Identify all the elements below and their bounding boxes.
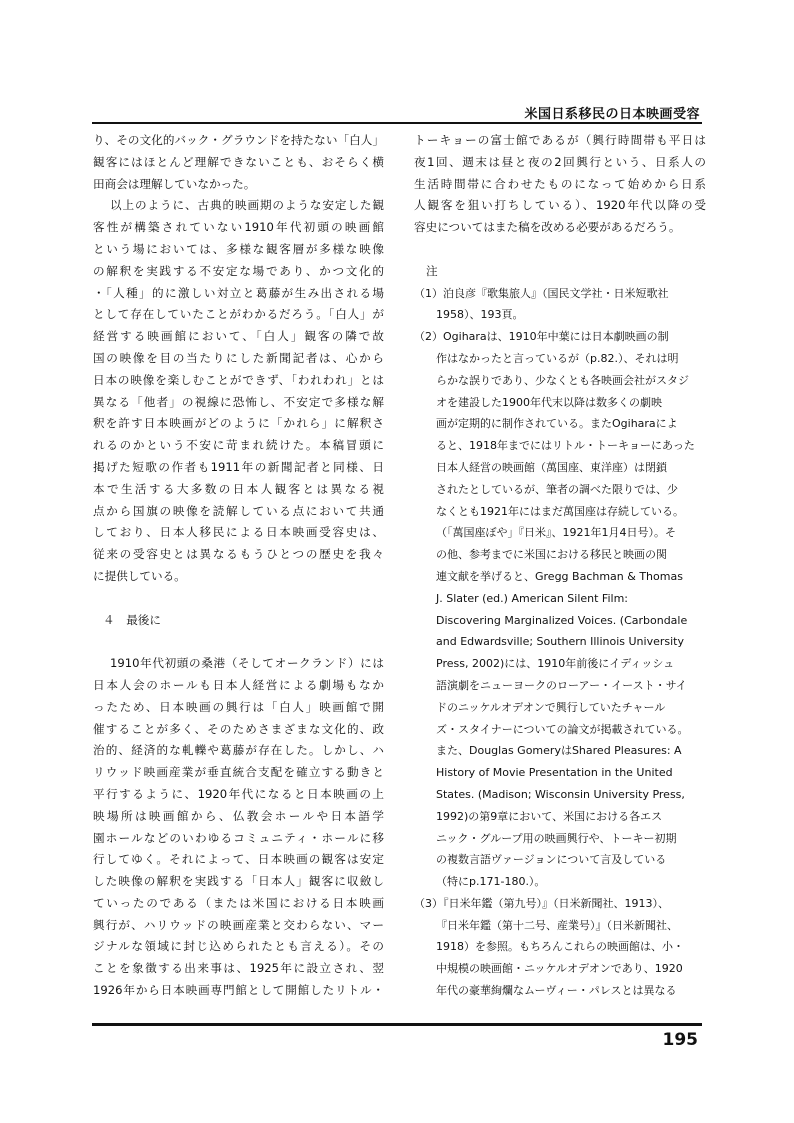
body-text-line: 客性が構築されていない1910年代初頭の映画館 xyxy=(93,220,384,235)
note-text-line: 画が定期的に制作されている。またOgiharaによ xyxy=(436,417,678,431)
note-text-line: 中規模の映画館・ニッケルオデオンであり、1920 xyxy=(436,962,683,976)
note-text-line: J. Slater (ed.) American Silent Film: xyxy=(436,591,628,605)
note-text-line: ズ・スタイナーについての論文が掲載されている。 xyxy=(436,722,689,736)
page-number: 195 xyxy=(662,1030,698,1050)
note-text-line: 1918）を参照。もちろんこれらの映画館は、小・ xyxy=(436,940,684,954)
body-text-line: ジナルな領域に封じ込められたとも言える）。その xyxy=(93,939,384,954)
body-text-line: り、その文化的バック・グラウンドを持たない「白人」 xyxy=(93,133,384,147)
footer-rule xyxy=(92,1023,702,1026)
note-text-line: 作はなかったと言っているが（p.82.）、それは明 xyxy=(436,351,679,365)
note-text-line: （2）Ogiharaは、1910年中葉には日本劇映画の制 xyxy=(414,330,669,344)
body-text-line: 釈を許す日本映画がどのように「かれら」に解釈さ xyxy=(93,416,384,431)
left-column xyxy=(93,130,384,1002)
note-text-line: 容史についてはまた稿を改める必要があるだろう。 xyxy=(414,220,681,235)
note-text-line: History of Movie Presentation in the United xyxy=(436,766,673,780)
body-text-line: 興行が、ハリウッドの映画産業と交わらない、マー xyxy=(93,917,384,932)
paragraph-gap xyxy=(414,239,706,261)
body-text-line: ・「人種」的に激しい対立と葛藤が生み出される場 xyxy=(93,285,384,300)
note-text-line: （特にp.171-180.）。 xyxy=(436,875,546,889)
body-text-line: 平行するように、1920年代になると日本映画の上 xyxy=(93,786,384,801)
note-text-line: の複数言語ヴァージョンについて言及している xyxy=(436,853,667,867)
body-text-line: 園ホールなどのいわゆるコミュニティ・ホールに移 xyxy=(93,830,384,845)
body-text-line: ていったのである（または米国における日本映画 xyxy=(93,895,384,910)
note-text-line: （3）『日米年鑑（第九号）』（日米新聞社、1913）、 xyxy=(414,896,669,910)
note-text-line: 夜1回、週末は昼と夜の2回興行という、日系人の xyxy=(414,154,706,169)
body-text-line: として存在していたことがわかるだろう。「白人」が xyxy=(93,307,384,322)
note-text-line: States. (Madison; Wisconsin University Press, xyxy=(436,787,685,801)
note-text-line: らかな誤りであり、少なくとも各映画会社がスタジ xyxy=(436,373,689,387)
note-text-line: ドのニッケルオデオンで興行していたチャール xyxy=(436,700,666,714)
body-text-line: 日本人会のホールも日本人経営による劇場もなか xyxy=(93,677,384,692)
paragraph-gap xyxy=(93,588,384,610)
body-text-line: しており、日本人移民による日本映画受容史は、 xyxy=(93,525,384,540)
body-text-line: 田商会は理解していなかった。 xyxy=(93,176,256,191)
note-text-line: 1958）、193頁。 xyxy=(436,308,524,322)
note-text-line: ると、1918年までにはリトル・トーキョーにあった xyxy=(436,439,695,453)
note-text-line: Press, 2002)には、1910年前後にイディッシュ xyxy=(436,657,675,671)
body-text-line: 掲げた短歌の作者も1911年の新聞記者と同様、日 xyxy=(93,459,384,474)
body-text-line: 1926年から日本映画専門館として開館したリトル・ xyxy=(93,983,384,998)
body-text-line: 催することが多く、そのためさまざまな文化的、政 xyxy=(93,721,384,736)
note-text-line: 連文献を挙げると、Gregg Bachman & Thomas xyxy=(436,569,683,583)
note-text-line: されたとしているが、筆者の調べた限りでは、少 xyxy=(436,482,678,496)
body-text-line: 行してゆく。それによって、日本映画の観客は安定 xyxy=(93,852,384,867)
body-text-line: 国の映像を目の当たりにした新聞記者は、心から xyxy=(93,350,384,365)
body-text-line: 1910年代初頭の桑港（そしてオークランド）には xyxy=(110,656,384,671)
note-text-line: 日本人経営の映画館（萬国座、東洋座）は閉鎖 xyxy=(436,460,667,474)
body-text-line: リウッド映画産業が垂直統合支配を確立する動きと xyxy=(93,765,384,780)
note-text-line: and Edwardsville; Southern Illinois University xyxy=(436,635,684,649)
note-text-line: 年代の豪華絢爛なムーヴィー・パレスとは異なる xyxy=(436,984,677,998)
body-text-line: 観客にはほとんど理解できないことも、おそらく横 xyxy=(93,154,384,169)
body-text-line: 経営する映画館において、「白人」観客の隣で故 xyxy=(93,329,384,344)
note-text-line: Discovering Marginalized Voices. (Carbondale xyxy=(436,613,688,627)
body-text-line: 以上のように、古典的映画期のような安定した観 xyxy=(110,198,384,213)
running-title: 米国日系移民の日本映画受容 xyxy=(524,107,700,122)
note-text-line: ニック・グループ用の映画興行や、トーキー初期 xyxy=(436,831,677,845)
note-text-line: また、Douglas GomeryはShared Pleasures: A xyxy=(436,744,682,758)
note-text-line: トーキョーの富士館であるが（興行時間帯も平日は xyxy=(414,133,706,147)
body-text-line: ４ 最後に xyxy=(103,612,161,627)
note-text-line: の他、参考までに米国における移民と映画の関 xyxy=(436,548,667,562)
note-text-line: 人観客を狙い打ちしている）、1920年代以降の受 xyxy=(414,198,706,213)
right-column xyxy=(414,130,706,1002)
body-text-line: 治的、経済的な軋轢や葛藤が存在した。しかし、ハ xyxy=(93,743,384,758)
body-text-line: 異なる「他者」の視線に恐怖し、不安定で多様な解 xyxy=(93,394,384,409)
note-text-line: 『日米年鑑（第十二号、産業号）』（日米新聞社、 xyxy=(436,918,678,932)
header-rule xyxy=(92,122,702,124)
body-text-line: に提供している。 xyxy=(93,568,186,583)
body-text-line: 映場所は映画館から、仏教会ホールや日本語学 xyxy=(93,808,384,823)
note-text-line: 生活時間帯に合わせたものになって始めから日系 xyxy=(414,176,706,191)
body-text-line: 点から国旗の映像を読解している点において共通 xyxy=(93,503,384,518)
body-text-line: した映像の解釈を実践する「日本人」観客に収斂し xyxy=(93,874,384,889)
body-text-line: の解釈を実践する不安定な場であり、かつ文化的 xyxy=(93,263,384,278)
body-text-line: ったため、日本映画の興行は「白人」映画館で開 xyxy=(93,699,384,714)
paragraph-gap xyxy=(93,631,384,653)
note-text-line: 注 xyxy=(426,263,438,278)
body-text-line: れるのかという不安に苛まれ続けた。本稿冒頭に xyxy=(93,438,384,453)
note-text-line: オを建設した1900年代末以降は数多くの劇映 xyxy=(436,395,662,409)
note-text-line: 1992)の第9章において、米国における各エス xyxy=(436,809,663,823)
body-text-line: 日本の映像を楽しむことができず、「われわれ」とは xyxy=(93,372,384,387)
note-text-line: なくとも1921年にはまだ萬国座は存続している。 xyxy=(436,504,684,518)
body-text-line: 本で生活する大多数の日本人観客とは異なる視 xyxy=(93,481,384,496)
note-text-line: （「萬国座ぼや」『日米』、1921年1月4日号）。そ xyxy=(436,526,676,540)
body-text-line: という場においては、多様な観客層が多様な映像 xyxy=(93,241,384,256)
body-text-line: ことを象徴する出来事は、1925年に設立され、翌 xyxy=(93,961,384,976)
body-text-line: 従来の受容史とは異なるもうひとつの歴史を我々 xyxy=(93,547,384,562)
note-text-line: （1）泊良彦『歌集旅人』（国民文学社・日米短歌社 xyxy=(414,286,669,300)
note-text-line: 語演劇をニューヨークのローアー・イースト・サイ xyxy=(436,678,687,692)
